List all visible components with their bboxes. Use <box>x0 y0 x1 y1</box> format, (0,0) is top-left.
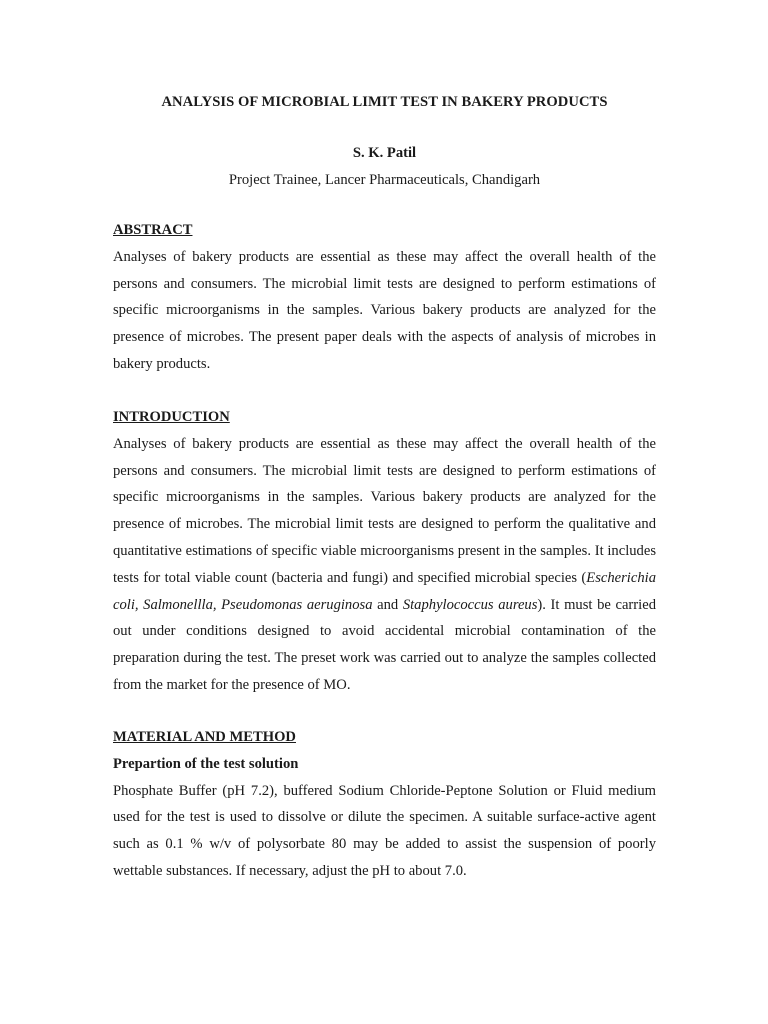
introduction-text-part-2: ). It must be carried out under conditions designed to avoid accidental microbial contamination of the preparation during the test. The preset work was carried out to analyze the samples collected from the market for the presence of MO. <box>113 596 656 693</box>
species-conjunction: and <box>372 596 403 613</box>
species-list-1: Escherichia coli, Salmonellla, Pseudomonas aeruginosa <box>113 569 656 613</box>
abstract-heading: ABSTRACT <box>113 222 193 238</box>
method-section <box>113 724 656 885</box>
author-affiliation: Project Trainee, Lancer Pharmaceuticals, Chandigarh <box>228 172 541 188</box>
species-list-2: Staphylococcus aureus <box>402 596 538 613</box>
paper-title: ANALYSIS OF MICROBIAL LIMIT TEST IN BAKERY PRODUCTS <box>161 94 608 110</box>
abstract-section <box>113 217 656 378</box>
method-text: Phosphate Buffer (pH 7.2), buffered Sodium Chloride-Peptone Solution or Fluid medium used for the test is used to dissolve or dilute the specimen. A suitable surface-active agent such as 0.1 % w/v of polysorbate 80 may be added to assist the suspension of poorly wettable substances. If necessary, adjust the pH to about 7.0. <box>113 782 656 879</box>
abstract-text: Analyses of bakery products are essential as these may affect the overall health of the persons and consumers. The microbial limit tests are designed to perform estimations of specific microorganisms in the samples. Various bakery products are analyzed for the presence of microbes. The present paper deals with the aspects of analysis of microbes in bakery products. <box>113 248 656 372</box>
introduction-text-part-1: Analyses of bakery products are essential as these may affect the overall health of the persons and consumers. The microbial limit tests are designed to perform estimations of specific microorganisms in the samples. Various bakery products are analyzed for the presence of microbes. The microbial limit tests are designed to perform the qualitative and quantitative estimations of specific viable microorganisms present in the samples. It includes tests for total viable count (bacteria and fungi) and specified microbial species ( <box>113 435 656 586</box>
method-heading: MATERIAL AND METHOD <box>113 729 296 745</box>
introduction-text <box>113 431 656 699</box>
introduction-section <box>113 404 656 699</box>
method-subheading: Prepartion of the test solution <box>113 755 299 772</box>
introduction-heading: INTRODUCTION <box>113 409 230 425</box>
author-name: S. K. Patil <box>352 145 417 161</box>
